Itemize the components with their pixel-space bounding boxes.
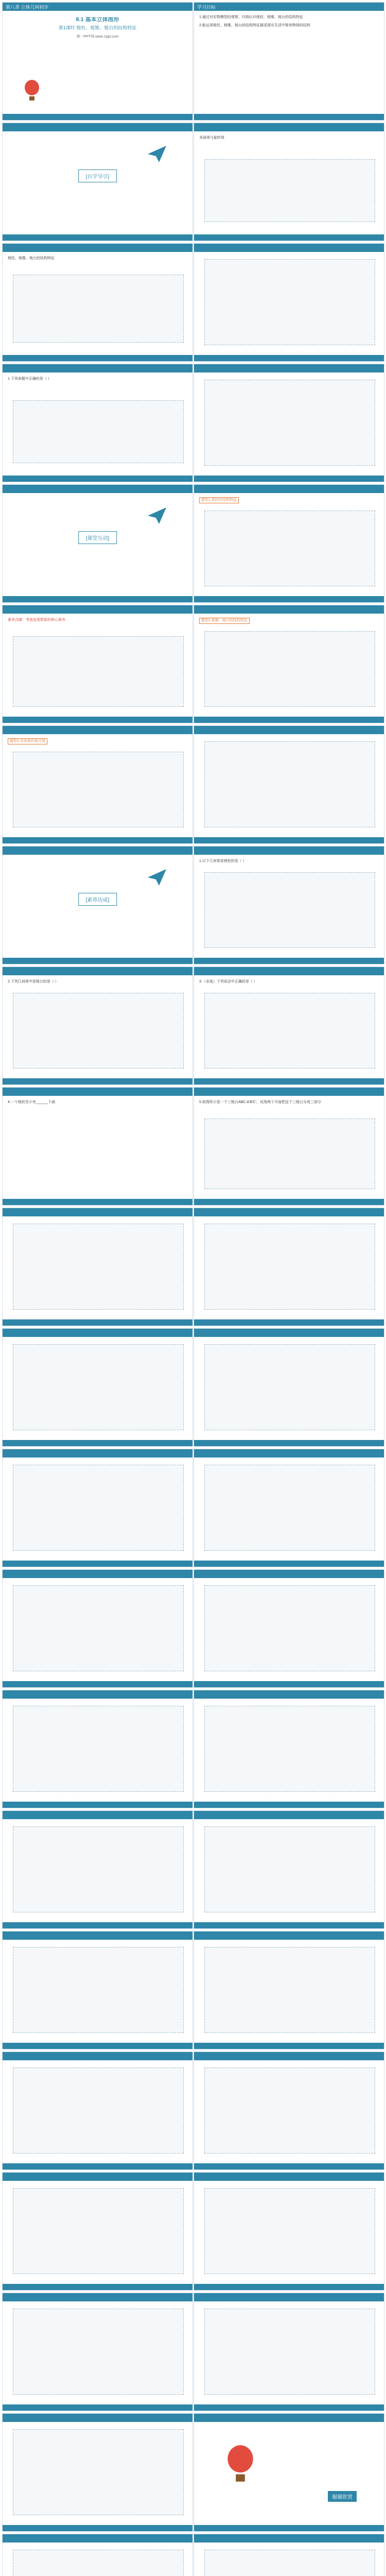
extra-figure — [13, 1344, 184, 1430]
goal-2: 2.能运用棱柱、棱锥、棱台的结构特征描述现实生活中简单物体的结构 — [199, 24, 310, 27]
balloon-icon — [23, 80, 41, 103]
slide-type-1 — [194, 484, 384, 603]
slide-type-3b — [194, 725, 384, 844]
slide-extra-23 — [194, 2534, 384, 2576]
extra-figure — [204, 2067, 375, 2154]
extra-figure — [13, 1465, 184, 1551]
question-4: 4.一个棱柱至少有______个面 — [8, 1100, 56, 1104]
literacy-note: 素养点睛：考查直观想象的核心素养 — [8, 618, 65, 622]
slide-q3 — [194, 967, 384, 1085]
structure-table-2 — [204, 259, 375, 345]
extra-figure — [204, 1224, 375, 1310]
slide-extra-10 — [194, 1690, 384, 1808]
extra-figure — [204, 2188, 375, 2274]
slide-polyhedron — [194, 123, 384, 241]
question-1-figure — [204, 872, 375, 948]
question-5: 5.如图所示是一个三棱台ABC-A′B′C′，试用两个平面把这个三棱台分成三部分 — [199, 1100, 321, 1104]
paper-plane-icon — [147, 144, 167, 164]
slide-extra-1 — [2, 1208, 193, 1326]
literacy-figure — [13, 636, 184, 707]
site-url: 第一PPT网 www.1ppt.com — [76, 35, 119, 39]
goals-header: 学习目标 — [197, 5, 216, 10]
topic-structure: 棱柱、棱锥、棱台的结构特征 — [8, 257, 55, 260]
slide-goals — [194, 2, 384, 121]
slide-extra-13 — [2, 1931, 193, 2049]
slide-extra-5 — [2, 1449, 193, 1567]
slide-extra-19 — [2, 2293, 193, 2411]
slide-extra-14 — [194, 1931, 384, 2049]
section-title: 8.1 基本立体图形 — [76, 17, 119, 23]
slide-extra-16 — [194, 2052, 384, 2170]
extra-figure — [13, 2309, 184, 2395]
question-1: 1.以下几何体是棱柱的是（ ） — [199, 859, 247, 863]
topic-polyhedron: 多面体与旋转体 — [199, 136, 224, 140]
slide-extra-18 — [194, 2172, 384, 2291]
slide-structure-2 — [194, 243, 384, 362]
slide-class — [2, 484, 193, 603]
slide-literacy — [2, 605, 193, 723]
type-2-tag: 题型2 棱锥、棱台的结构特征 — [199, 618, 250, 624]
slide-self-study — [2, 123, 193, 241]
extra-figure — [204, 2309, 375, 2395]
question-2: 2.下列几何体中是棱台的是（ ） — [8, 980, 59, 984]
slide-exercise — [2, 364, 193, 482]
type-2-figure — [204, 631, 375, 707]
slide-extra-7 — [2, 1569, 193, 1688]
extra-figure — [204, 1826, 375, 1912]
goal-1: 1.通过对实物模型的观察，归纳认识棱柱、棱锥、棱台的结构特征 — [199, 15, 303, 19]
slide-type-2 — [194, 605, 384, 723]
paper-plane-icon — [147, 867, 167, 888]
slide-extra-3 — [2, 1328, 193, 1447]
slide-title — [2, 2, 193, 121]
question-3-figure — [204, 993, 375, 1069]
extra-figure — [13, 2429, 184, 2515]
extra-figure — [13, 1224, 184, 1310]
balloon-icon — [225, 2445, 256, 2486]
slide-extra-2 — [194, 1208, 384, 1326]
slide-q1 — [194, 846, 384, 964]
section-label-class: [课堂互动] — [78, 531, 117, 544]
structure-table — [13, 275, 184, 343]
slide-extra-17 — [2, 2172, 193, 2291]
extra-figure — [13, 2550, 184, 2576]
slide-exercise-2 — [194, 364, 384, 482]
lesson-title: 第1课时 棱柱、棱锥、棱台的结构特征 — [58, 25, 137, 30]
slide-extra-9 — [2, 1690, 193, 1808]
type-3-tag: 题型3 多面体的展开图 — [8, 738, 47, 744]
slide-extra-22 — [2, 2534, 193, 2576]
slide-extra-12 — [194, 1810, 384, 1929]
type-3b-figure — [204, 741, 375, 827]
type-3-figure — [13, 752, 184, 827]
type-1-figure — [204, 511, 375, 586]
chapter-label: 第八章 立体几何初步 — [6, 5, 49, 10]
slide-extra-21 — [2, 2413, 193, 2532]
extra-figure — [13, 1947, 184, 2033]
exercise-figure — [13, 400, 184, 463]
extra-figure — [204, 1706, 375, 1792]
slide-extra-4 — [194, 1328, 384, 1447]
slide-extra-11 — [2, 1810, 193, 1929]
slide-structure — [2, 243, 193, 362]
question-3: 3.（多选）下列说法中正确的是（ ） — [199, 980, 257, 984]
extra-figure — [13, 2067, 184, 2154]
slide-q5 — [194, 1087, 384, 1206]
question-5-figure — [204, 1118, 375, 1189]
extra-figure — [13, 1706, 184, 1792]
thanks-text: 谢谢欣赏 — [328, 2491, 357, 2502]
section-label-self: [自学导引] — [78, 170, 117, 182]
slide-q2 — [2, 967, 193, 1085]
extra-figure — [13, 1826, 184, 1912]
extra-figure — [204, 1465, 375, 1551]
extra-figure — [204, 1585, 375, 1671]
paper-plane-icon — [147, 505, 167, 526]
slide-extra-15 — [2, 2052, 193, 2170]
definition-table — [204, 159, 375, 222]
extra-figure — [204, 1947, 375, 2033]
question-2-figure — [13, 993, 184, 1069]
slide-type-3 — [2, 725, 193, 844]
extra-figure — [13, 1585, 184, 1671]
section-label-summary: [素养达成] — [78, 893, 117, 906]
slide-summary — [2, 846, 193, 964]
extra-figure — [204, 1344, 375, 1430]
slide-thanks — [194, 2413, 384, 2532]
extra-figure — [13, 2188, 184, 2274]
exercise-1: 1.下列命题中正确的是（ ） — [8, 377, 51, 381]
slide-extra-8 — [194, 1569, 384, 1688]
type-1-tag: 题型1 棱柱的结构特征 — [199, 497, 239, 503]
extra-figure — [204, 2550, 375, 2576]
slide-q4 — [2, 1087, 193, 1206]
exercise-figure-2 — [204, 380, 375, 466]
slide-extra-6 — [194, 1449, 384, 1567]
slide-extra-20 — [194, 2293, 384, 2411]
